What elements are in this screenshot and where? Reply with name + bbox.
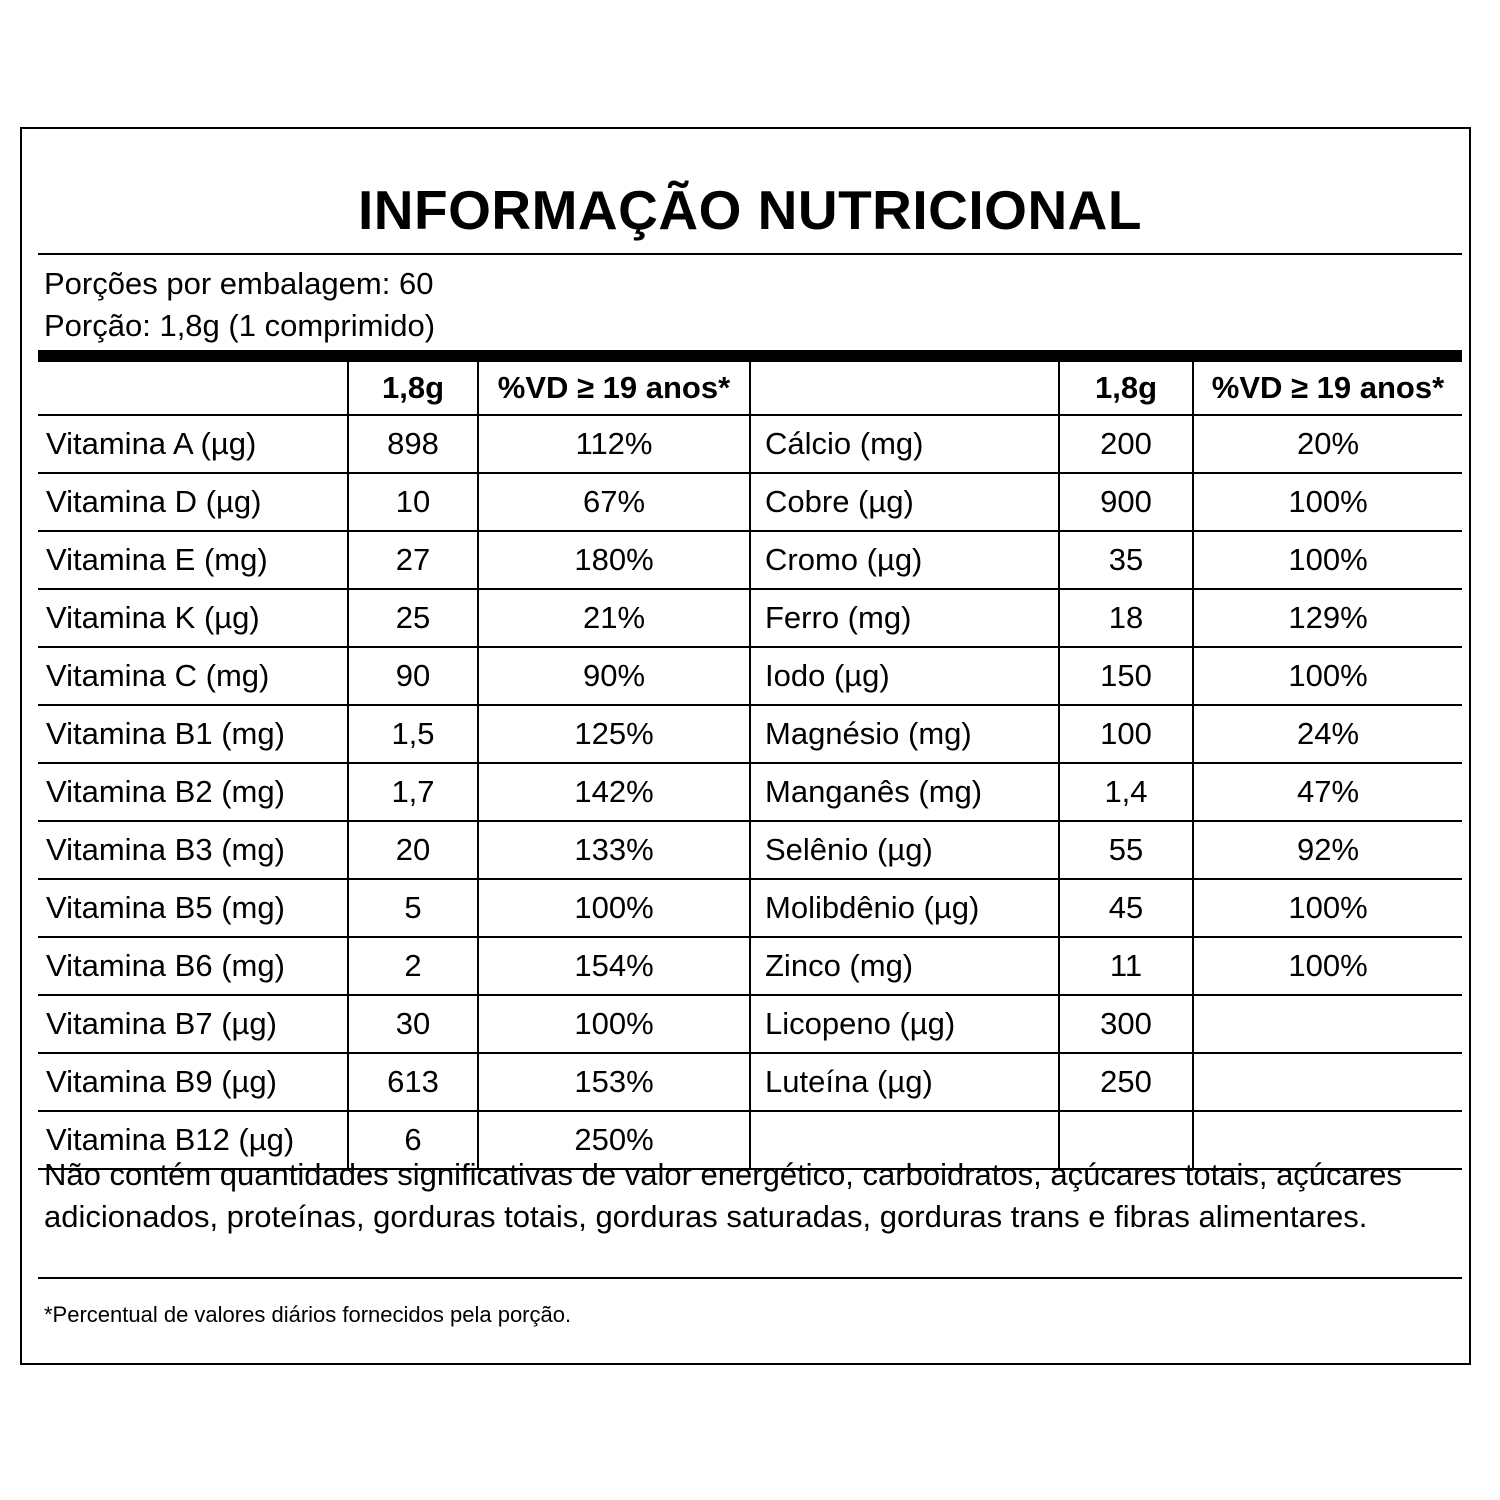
amount-left: 30 <box>348 995 478 1053</box>
vd-left: 142% <box>478 763 750 821</box>
amount-right: 150 <box>1059 647 1193 705</box>
table-row <box>38 705 1462 763</box>
label-title: INFORMAÇÃO NUTRICIONAL <box>358 179 1142 241</box>
nutrient-name-left: Vitamina B2 (mg) <box>38 763 348 821</box>
vd-left: 180% <box>478 531 750 589</box>
nutrient-name-left: Vitamina E (mg) <box>38 531 348 589</box>
amount-left: 5 <box>348 879 478 937</box>
table-row <box>38 763 1462 821</box>
amount-left: 898 <box>348 415 478 473</box>
vd-left: 125% <box>478 705 750 763</box>
amount-left: 2 <box>348 937 478 995</box>
header-left-vd: %VD ≥ 19 anos* <box>478 362 750 415</box>
amount-left: 27 <box>348 531 478 589</box>
vd-left: 154% <box>478 937 750 995</box>
table-row <box>38 473 1462 531</box>
amount-right: 35 <box>1059 531 1193 589</box>
asterisk-note: *Percentual de valores diários fornecidos pela porção. <box>44 1302 572 1327</box>
title-divider <box>38 253 1462 255</box>
nutrient-name-right: Ferro (mg) <box>750 589 1059 647</box>
nutrient-name-left: Vitamina B1 (mg) <box>38 705 348 763</box>
amount-right: 300 <box>1059 995 1193 1053</box>
vd-right <box>1193 995 1462 1053</box>
nutrient-name-right: Luteína (µg) <box>750 1053 1059 1111</box>
vd-right: 20% <box>1193 415 1462 473</box>
vd-left: 67% <box>478 473 750 531</box>
nutrient-name-left: Vitamina A (µg) <box>38 415 348 473</box>
vd-right: 100% <box>1193 937 1462 995</box>
vd-right: 129% <box>1193 589 1462 647</box>
amount-right: 18 <box>1059 589 1193 647</box>
nutrient-name-left: Vitamina B5 (mg) <box>38 879 348 937</box>
amount-right: 200 <box>1059 415 1193 473</box>
table-row <box>38 995 1462 1053</box>
nutrient-name-right: Zinco (mg) <box>750 937 1059 995</box>
nutrient-name-right: Magnésio (mg) <box>750 705 1059 763</box>
amount-left: 613 <box>348 1053 478 1111</box>
nutrient-name-right: Licopeno (µg) <box>750 995 1059 1053</box>
nutrient-name-right: Cálcio (mg) <box>750 415 1059 473</box>
table-header-row <box>38 362 1462 415</box>
header-left-amount: 1,8g <box>348 362 478 415</box>
amount-right: 11 <box>1059 937 1193 995</box>
nutrient-name-left: Vitamina C (mg) <box>38 647 348 705</box>
header-left-nutrient <box>38 362 348 415</box>
amount-right: 1,4 <box>1059 763 1193 821</box>
table-row <box>38 589 1462 647</box>
nutrient-name-right: Manganês (mg) <box>750 763 1059 821</box>
table-row <box>38 937 1462 995</box>
amount-right: 250 <box>1059 1053 1193 1111</box>
vd-right <box>1193 1053 1462 1111</box>
vd-left: 153% <box>478 1053 750 1111</box>
table-row <box>38 879 1462 937</box>
nutrient-name-left: Vitamina B9 (µg) <box>38 1053 348 1111</box>
vd-right: 24% <box>1193 705 1462 763</box>
footnote-divider <box>38 1277 1462 1279</box>
thick-divider <box>38 350 1462 362</box>
nutrient-name-left: Vitamina K (µg) <box>38 589 348 647</box>
vd-left: 112% <box>478 415 750 473</box>
vd-right: 92% <box>1193 821 1462 879</box>
vd-right: 100% <box>1193 531 1462 589</box>
vd-left: 100% <box>478 879 750 937</box>
amount-right: 100 <box>1059 705 1193 763</box>
vd-left: 133% <box>478 821 750 879</box>
nutrient-name-right: Iodo (µg) <box>750 647 1059 705</box>
vd-left: 90% <box>478 647 750 705</box>
table-row <box>38 821 1462 879</box>
vd-right: 100% <box>1193 647 1462 705</box>
amount-left: 20 <box>348 821 478 879</box>
table-row <box>38 531 1462 589</box>
amount-right: 45 <box>1059 879 1193 937</box>
amount-left: 1,7 <box>348 763 478 821</box>
table-row <box>38 647 1462 705</box>
vd-left: 250% <box>478 1111 750 1169</box>
amount-left: 1,5 <box>348 705 478 763</box>
nutrient-name-right: Cromo (µg) <box>750 531 1059 589</box>
nutrient-name-right: Molibdênio (µg) <box>750 879 1059 937</box>
nutrition-table <box>38 362 1462 1170</box>
amount-right: 900 <box>1059 473 1193 531</box>
nutrient-name-left: Vitamina B6 (mg) <box>38 937 348 995</box>
vd-left: 21% <box>478 589 750 647</box>
vd-left: 100% <box>478 995 750 1053</box>
nutrient-name-right: Selênio (µg) <box>750 821 1059 879</box>
amount-left: 10 <box>348 473 478 531</box>
header-right-vd: %VD ≥ 19 anos* <box>1193 362 1462 415</box>
nutrient-name-left: Vitamina B3 (mg) <box>38 821 348 879</box>
servings-per-package: Porções por embalagem: 60 <box>44 266 434 301</box>
vd-right: 100% <box>1193 473 1462 531</box>
nutrient-name-left: Vitamina D (µg) <box>38 473 348 531</box>
nutrition-footnote: Não contém quantidades significativas de valor energético, carboidratos, açúcares totais, açúcares adicionados, proteínas, gorduras totais, gorduras saturadas, gorduras trans e fibras alimentares. <box>44 1157 1402 1234</box>
portion-size: Porção: 1,8g (1 comprimido) <box>44 308 436 343</box>
nutrient-name-left: Vitamina B7 (µg) <box>38 995 348 1053</box>
amount-left: 6 <box>348 1111 478 1169</box>
amount-left: 90 <box>348 647 478 705</box>
nutrient-name-left: Vitamina B12 (µg) <box>38 1111 348 1169</box>
table-row <box>38 1053 1462 1111</box>
header-right-nutrient <box>750 362 1059 415</box>
header-right-amount: 1,8g <box>1059 362 1193 415</box>
nutrient-name-right: Cobre (µg) <box>750 473 1059 531</box>
vd-right: 100% <box>1193 879 1462 937</box>
table-row <box>38 415 1462 473</box>
amount-left: 25 <box>348 589 478 647</box>
amount-right: 55 <box>1059 821 1193 879</box>
vd-right: 47% <box>1193 763 1462 821</box>
